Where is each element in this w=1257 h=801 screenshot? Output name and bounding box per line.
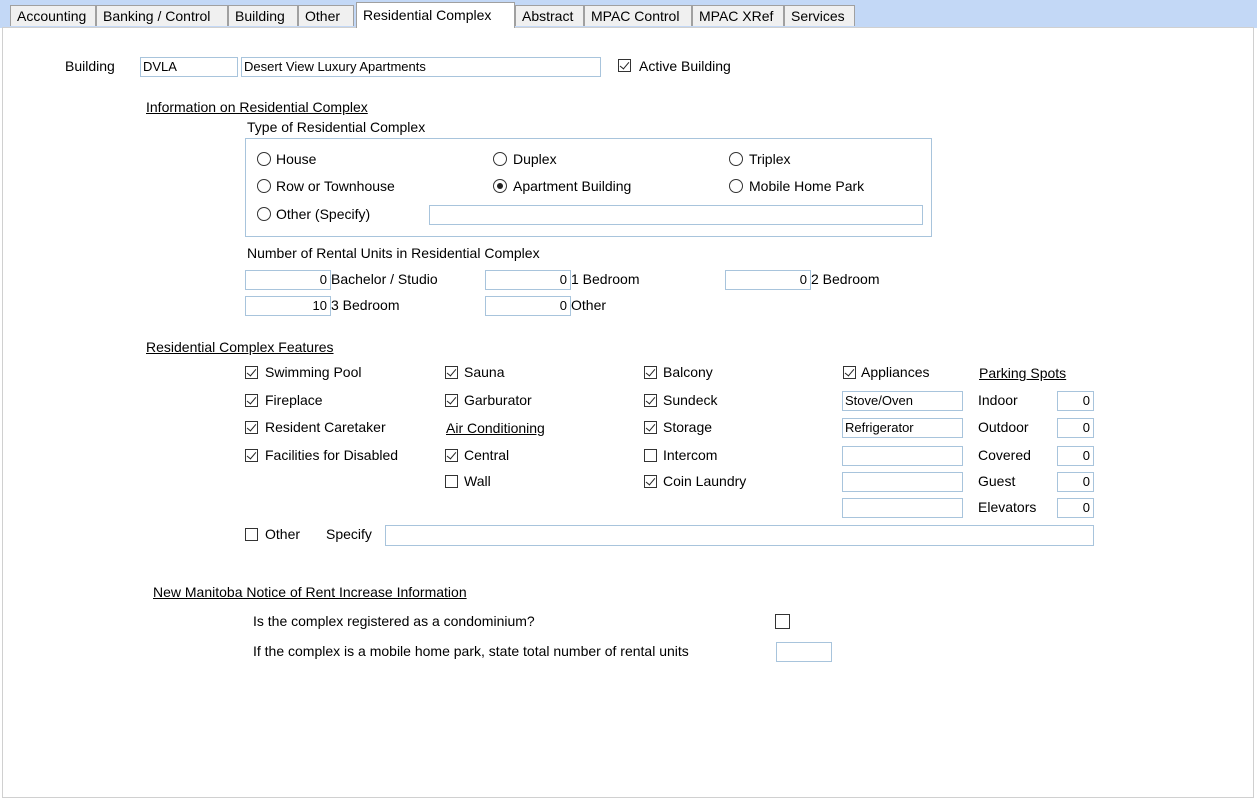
tab-services[interactable]: Services <box>784 5 855 26</box>
tab-banking-control[interactable]: Banking / Control <box>96 5 228 26</box>
tab-strip <box>0 0 1257 28</box>
sundeck-checkbox[interactable] <box>644 394 657 407</box>
coin-laundry-checkbox[interactable] <box>644 475 657 488</box>
intercom-label: Intercom <box>663 447 718 463</box>
condo-question: Is the complex registered as a condominium? <box>253 613 535 629</box>
fireplace-checkbox[interactable] <box>245 394 258 407</box>
parking-indoor-field[interactable]: 0 <box>1057 391 1094 411</box>
sundeck-label: Sundeck <box>663 392 718 408</box>
parking-guest-field[interactable]: 0 <box>1057 472 1094 492</box>
parking-covered-label: Covered <box>978 447 1031 463</box>
type-duplex-radio[interactable] <box>493 152 507 166</box>
resident-caretaker-label: Resident Caretaker <box>265 419 386 435</box>
tab-mpac-xref[interactable]: MPAC XRef <box>692 5 784 26</box>
appliance-field-3[interactable] <box>842 446 963 466</box>
appliance-field-2[interactable]: Refrigerator <box>842 418 963 438</box>
appliances-checkbox[interactable] <box>843 366 856 379</box>
type-mobile-radio[interactable] <box>729 179 743 193</box>
storage-label: Storage <box>663 419 713 435</box>
type-triplex-label: Triplex <box>749 151 791 167</box>
appliances-label: Appliances <box>861 364 930 380</box>
wall-ac-checkbox[interactable] <box>445 475 458 488</box>
two-bedroom-units-field[interactable]: 0 <box>725 270 811 290</box>
type-apartment-label: Apartment Building <box>513 178 632 194</box>
type-other-specify-field[interactable] <box>429 205 923 225</box>
central-ac-label: Central <box>464 447 510 463</box>
other-units-field[interactable]: 0 <box>485 296 571 316</box>
two-bedroom-units-label: 2 Bedroom <box>811 271 880 287</box>
facilities-disabled-checkbox[interactable] <box>245 449 258 462</box>
appliance-field-5[interactable] <box>842 498 963 518</box>
type-row-radio[interactable] <box>257 179 271 193</box>
parking-indoor-label: Indoor <box>978 392 1018 408</box>
units-heading: Number of Rental Units in Residential Complex <box>247 245 540 261</box>
central-ac-checkbox[interactable] <box>445 449 458 462</box>
bachelor-units-label: Bachelor / Studio <box>331 271 438 287</box>
one-bedroom-units-field[interactable]: 0 <box>485 270 571 290</box>
type-house-radio[interactable] <box>257 152 271 166</box>
active-building-label: Active Building <box>639 58 731 74</box>
parking-covered-field[interactable]: 0 <box>1057 446 1094 466</box>
type-other-label: Other (Specify) <box>276 206 371 222</box>
type-apartment-radio[interactable] <box>493 179 507 193</box>
type-mobile-label: Mobile Home Park <box>749 178 865 194</box>
type-house-label: House <box>276 151 317 167</box>
specify-label: Specify <box>326 526 372 542</box>
active-building-checkbox[interactable] <box>618 59 631 72</box>
tab-residential-complex[interactable]: Residential Complex <box>356 2 515 28</box>
garburator-checkbox[interactable] <box>445 394 458 407</box>
specify-field[interactable] <box>385 525 1094 546</box>
swimming-pool-checkbox[interactable] <box>245 366 258 379</box>
parking-guest-label: Guest <box>978 473 1016 489</box>
sauna-label: Sauna <box>464 364 505 380</box>
wall-ac-label: Wall <box>464 473 491 489</box>
parking-spots-heading: Parking Spots <box>979 365 1067 381</box>
three-bedroom-units-field[interactable]: 10 <box>245 296 331 316</box>
fireplace-label: Fireplace <box>265 392 323 408</box>
building-label: Building <box>65 58 115 74</box>
tab-accounting[interactable]: Accounting <box>10 5 96 26</box>
storage-checkbox[interactable] <box>644 421 657 434</box>
appliance-field-1[interactable]: Stove/Oven <box>842 391 963 411</box>
garburator-label: Garburator <box>464 392 532 408</box>
elevators-label: Elevators <box>978 499 1037 515</box>
other-feature-label: Other <box>265 526 301 542</box>
features-heading: Residential Complex Features <box>146 339 334 355</box>
info-heading: Information on Residential Complex <box>146 99 368 115</box>
mobile-units-field[interactable] <box>776 642 832 662</box>
type-triplex-radio[interactable] <box>729 152 743 166</box>
tab-mpac-control[interactable]: MPAC Control <box>584 5 692 26</box>
balcony-label: Balcony <box>663 364 713 380</box>
air-conditioning-heading: Air Conditioning <box>446 420 545 436</box>
other-feature-checkbox[interactable] <box>245 528 258 541</box>
parking-outdoor-field[interactable]: 0 <box>1057 418 1094 438</box>
three-bedroom-units-label: 3 Bedroom <box>331 297 400 313</box>
building-name-field[interactable]: Desert View Luxury Apartments <box>241 57 601 77</box>
type-duplex-label: Duplex <box>513 151 557 167</box>
type-row-label: Row or Townhouse <box>276 178 395 194</box>
parking-outdoor-label: Outdoor <box>978 419 1029 435</box>
manitoba-heading: New Manitoba Notice of Rent Increase Information <box>153 584 467 600</box>
type-other-radio[interactable] <box>257 207 271 221</box>
swimming-pool-label: Swimming Pool <box>265 364 362 380</box>
bachelor-units-field[interactable]: 0 <box>245 270 331 290</box>
one-bedroom-units-label: 1 Bedroom <box>571 271 640 287</box>
balcony-checkbox[interactable] <box>644 366 657 379</box>
condo-checkbox[interactable] <box>775 614 790 629</box>
intercom-checkbox[interactable] <box>644 449 657 462</box>
mobile-units-question: If the complex is a mobile home park, state total number of rental units <box>253 643 689 659</box>
other-units-label: Other <box>571 297 607 313</box>
coin-laundry-label: Coin Laundry <box>663 473 747 489</box>
tab-building[interactable]: Building <box>228 5 298 26</box>
tab-abstract[interactable]: Abstract <box>515 5 584 26</box>
appliance-field-4[interactable] <box>842 472 963 492</box>
type-heading: Type of Residential Complex <box>247 119 426 135</box>
building-code-field[interactable]: DVLA <box>140 57 238 77</box>
resident-caretaker-checkbox[interactable] <box>245 421 258 434</box>
sauna-checkbox[interactable] <box>445 366 458 379</box>
tab-other[interactable]: Other <box>298 5 354 26</box>
elevators-field[interactable]: 0 <box>1057 498 1094 518</box>
facilities-disabled-label: Facilities for Disabled <box>265 447 399 463</box>
